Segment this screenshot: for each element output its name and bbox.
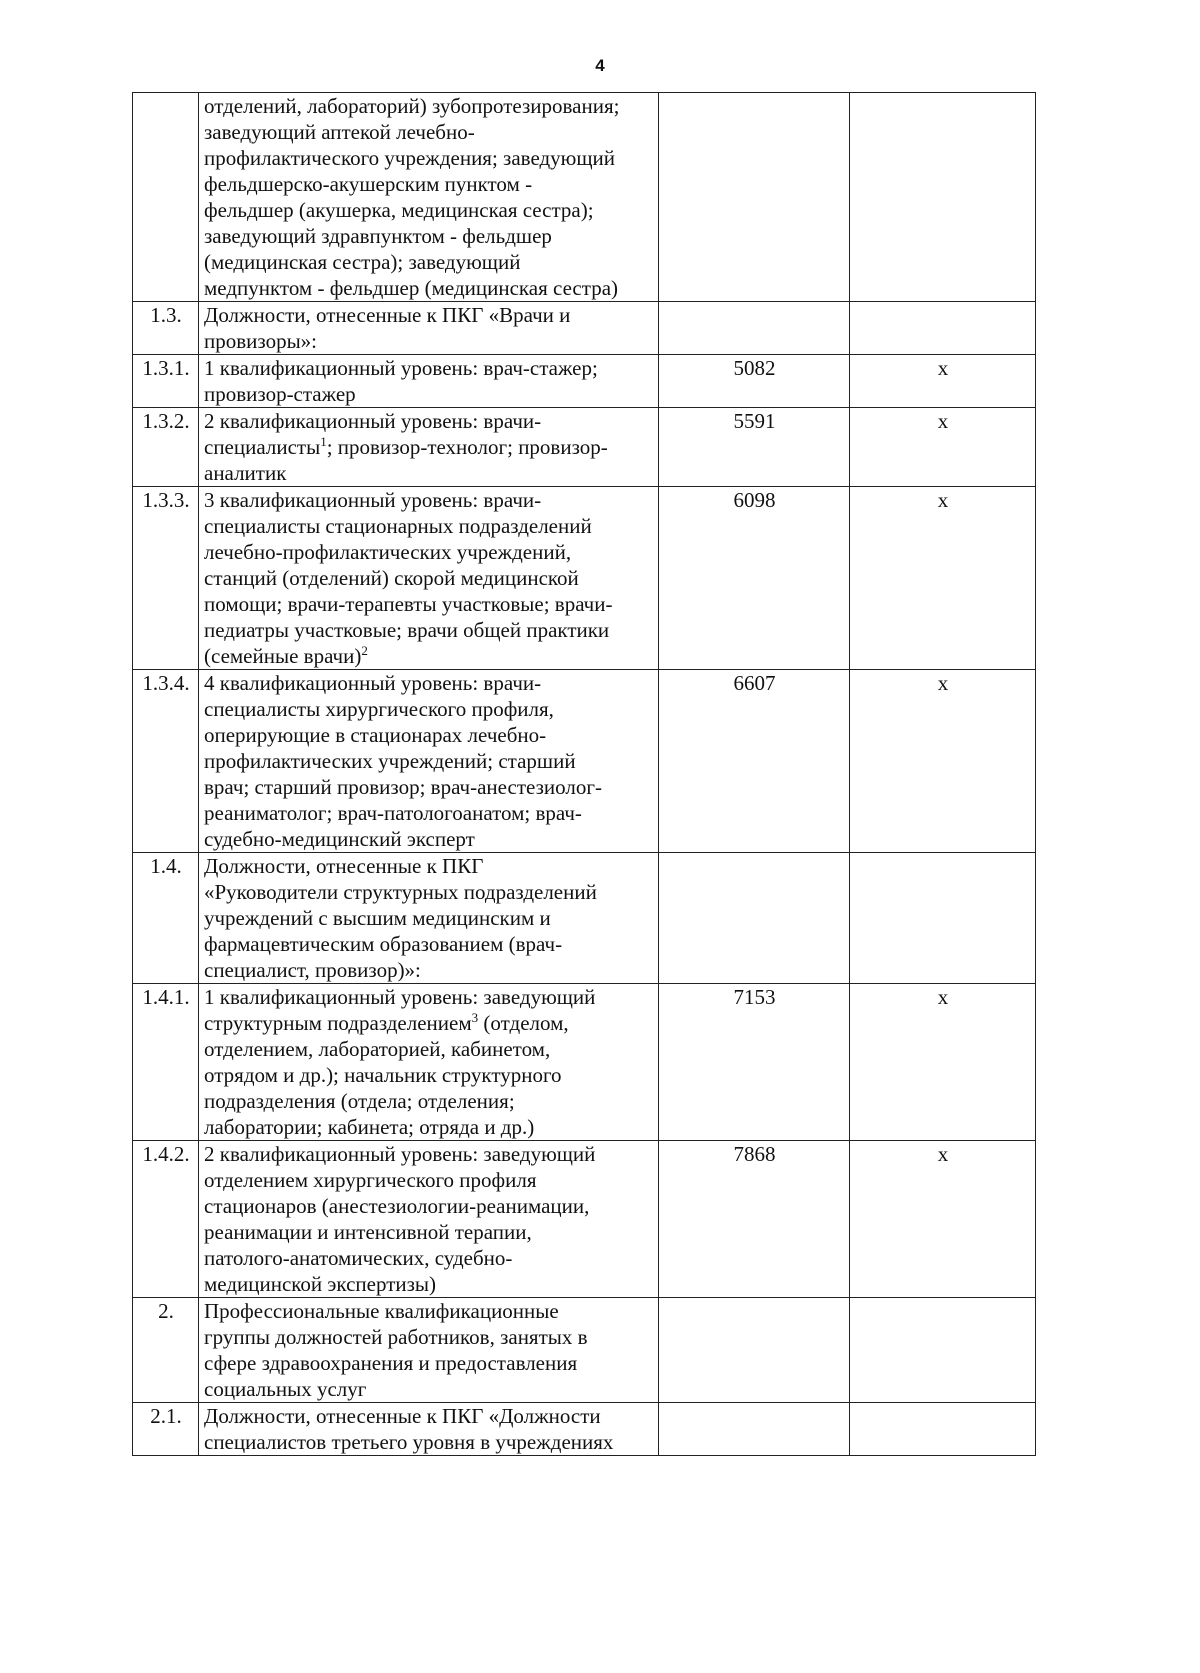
description-line: 2 квалификационный уровень: врачи- [204,409,542,433]
position-description-cell [199,1403,659,1456]
coefficient-cell: x [850,670,1036,853]
description-line: медпунктом - фельдшер (медицинская сестра) [204,276,619,300]
table-body [133,93,1036,1456]
table-row [133,1298,1036,1403]
description-line: отделением хирургического профиля [204,1168,537,1192]
row-number-cell: 1.3.4. [133,670,199,853]
row-number-cell: 2. [133,1298,199,1403]
salary-value-cell [659,853,850,984]
description-line: педиатры участковые; врачи общей практики [204,618,610,642]
description-line: специалисты стационарных подразделений [204,514,592,538]
description-line: профилактического учреждения; заведующий [204,146,616,170]
description-line: провизор-стажер [204,382,356,406]
coefficient-cell [850,1403,1036,1456]
description-line: Профессиональные квалификационные [204,1299,559,1323]
description-line: специалисты хирургического профиля, [204,697,554,721]
coefficient-cell [850,93,1036,302]
row-number-cell: 1.3. [133,302,199,355]
salary-table [132,92,1036,1456]
description-line: 1 квалификационный уровень: врач-стажер; [204,356,598,380]
footnote-marker: 3 [471,1010,479,1025]
salary-value-cell: 6607 [659,670,850,853]
description-line: станций (отделений) скорой медицинской [204,566,579,590]
description-line: 4 квалификационный уровень: врачи- [204,671,542,695]
salary-value-cell: 5082 [659,355,850,408]
row-number-cell: 1.4. [133,853,199,984]
coefficient-cell: x [850,984,1036,1141]
table-row [133,1141,1036,1298]
table-row [133,853,1036,984]
description-line: судебно-медицинский эксперт [204,827,475,851]
description-line: 2 квалификационный уровень: заведующий [204,1142,596,1166]
description-line: (семейные врачи)$^2$ [204,643,368,668]
coefficient-cell: x [850,408,1036,487]
row-number-cell: 1.4.2. [133,1141,199,1298]
description-line: отрядом и др.); начальник структурного [204,1063,562,1087]
description-line: помощи; врачи-терапевты участковые; врачи- [204,592,613,616]
row-number-cell: 1.3.3. [133,487,199,670]
description-line: структурным подразделением$^3$ (отделом, [204,1010,569,1035]
description-line: провизоры»: [204,329,318,353]
coefficient-cell [850,853,1036,984]
salary-value-cell [659,302,850,355]
description-line: отделений, лабораторий) зубопротезирования; [204,94,620,118]
position-description-cell [199,355,659,408]
description-line: фельдшерско-акушерским пунктом - [204,172,533,196]
row-number-cell [133,93,199,302]
position-description-cell [199,408,659,487]
description-line: 1 квалификационный уровень: заведующий [204,985,596,1009]
table-row [133,984,1036,1141]
coefficient-cell: x [850,1141,1036,1298]
table-row [133,408,1036,487]
description-line: сфере здравоохранения и предоставления [204,1351,578,1375]
description-line: специалист, провизор)»: [204,958,421,982]
description-line: подразделения (отдела; отделения; [204,1089,515,1113]
table-row [133,487,1036,670]
salary-value-cell [659,1403,850,1456]
page-number: 4 [595,56,605,75]
position-description-cell [199,302,659,355]
salary-value-cell [659,93,850,302]
row-number-cell: 1.4.1. [133,984,199,1141]
coefficient-cell [850,302,1036,355]
footnote-marker: 2 [361,643,368,658]
row-number-cell: 1.3.2. [133,408,199,487]
salary-value-cell [659,1298,850,1403]
salary-value-cell: 6098 [659,487,850,670]
description-line: специалистов третьего уровня в учреждениях [204,1430,614,1454]
salary-value-cell: 7153 [659,984,850,1141]
description-line: (медицинская сестра); заведующий [204,250,521,274]
description-line: оперирующие в стационарах лечебно- [204,723,547,747]
description-line: специалисты$^1$; провизор-технолог; провизор- [204,434,608,459]
coefficient-cell [850,1298,1036,1403]
coefficient-cell: x [850,355,1036,408]
description-line: лечебно-профилактических учреждений, [204,540,572,564]
table-row [133,93,1036,302]
row-number-cell: 2.1. [133,1403,199,1456]
description-line: профилактических учреждений; старший [204,749,576,773]
footnote-marker: 1 [320,434,327,449]
description-line: лаборатории; кабинета; отряда и др.) [204,1115,535,1139]
position-description-cell [199,1141,659,1298]
description-line: Должности, отнесенные к ПКГ «Должности [204,1404,601,1428]
description-line: группы должностей работников, занятых в [204,1325,588,1349]
description-line: реанимации и интенсивной терапии, [204,1220,532,1244]
description-line: отделением, лабораторией, кабинетом, [204,1037,551,1061]
position-description-cell [199,487,659,670]
table-row [133,1403,1036,1456]
position-description-cell [199,93,659,302]
description-line: Должности, отнесенные к ПКГ [204,854,484,878]
table-row [133,355,1036,408]
description-line: стационаров (анестезиологии-реанимации, [204,1194,590,1218]
description-line: Должности, отнесенные к ПКГ «Врачи и [204,303,571,327]
position-description-cell [199,1298,659,1403]
description-line: медицинской экспертизы) [204,1272,437,1296]
position-description-cell [199,670,659,853]
position-description-cell [199,984,659,1141]
salary-value-cell: 5591 [659,408,850,487]
coefficient-cell: x [850,487,1036,670]
description-line: реаниматолог; врач-патологоанатом; врач- [204,801,582,825]
description-line: врач; старший провизор; врач-анестезиолог- [204,775,602,799]
row-number-cell: 1.3.1. [133,355,199,408]
position-description-cell [199,853,659,984]
description-line: социальных услуг [204,1377,367,1401]
description-line: аналитик [204,461,287,485]
description-line: заведующий аптекой лечебно- [204,120,475,144]
salary-value-cell: 7868 [659,1141,850,1298]
description-line: «Руководители структурных подразделений [204,880,597,904]
description-line: фельдшер (акушерка, медицинская сестра); [204,198,594,222]
table-row [133,302,1036,355]
table-row [133,670,1036,853]
description-line: 3 квалификационный уровень: врачи- [204,488,542,512]
description-line: заведующий здравпунктом - фельдшер [204,224,552,248]
description-line: учреждений с высшим медицинским и [204,906,551,930]
description-line: фармацевтическим образованием (врач- [204,932,563,956]
description-line: патолого-анатомических, судебно- [204,1246,513,1270]
